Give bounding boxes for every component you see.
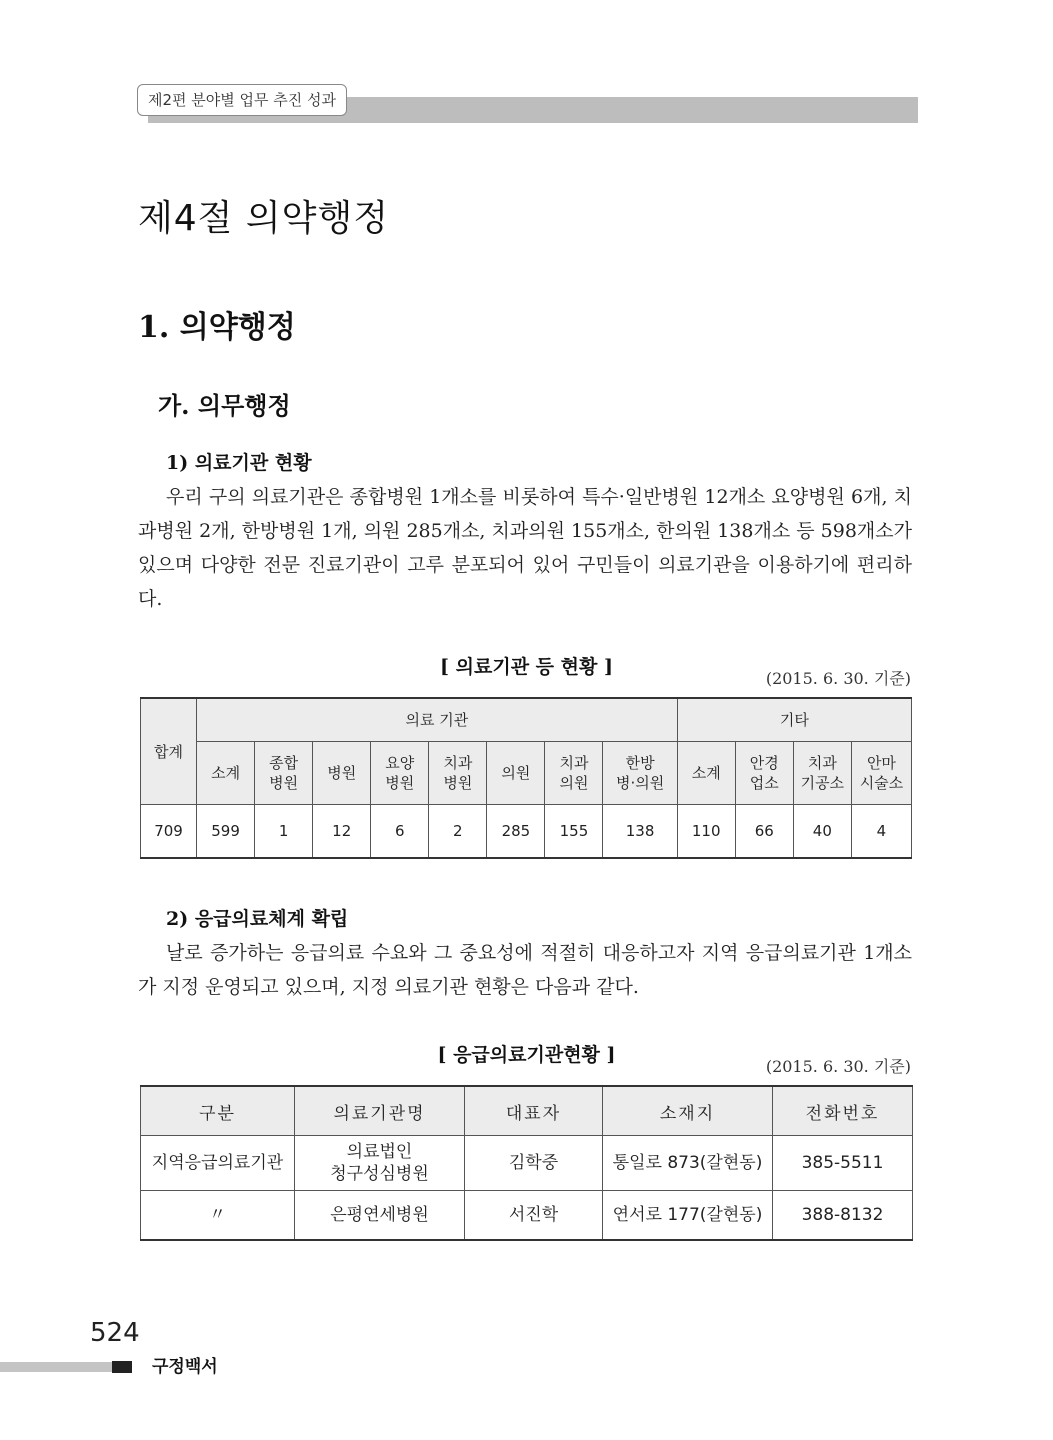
subheader-line: 요양 bbox=[385, 754, 415, 772]
value-cell: 138 bbox=[603, 805, 677, 859]
value-cell: 12 bbox=[313, 805, 371, 859]
emergency-facilities-table bbox=[140, 1085, 913, 1241]
table2-header-cell: 구분 bbox=[141, 1086, 295, 1136]
subheader-line: 소계 bbox=[691, 764, 721, 782]
phone-cell: 385-5511 bbox=[773, 1136, 913, 1191]
subheader-line: 종합 bbox=[269, 754, 299, 772]
subheader-cell bbox=[371, 742, 429, 805]
table-row bbox=[141, 1191, 913, 1241]
value-cell: 709 bbox=[141, 805, 197, 859]
facility-name-line: 청구성심병원 bbox=[330, 1164, 429, 1184]
table2-header-cell: 대표자 bbox=[465, 1086, 603, 1136]
subheader-cell bbox=[255, 742, 313, 805]
address-cell: 연서로 177(갈현동) bbox=[603, 1191, 773, 1241]
subheader-cell bbox=[313, 742, 371, 805]
header-tab: 제2편 분야별 업무 추진 성과 bbox=[137, 84, 347, 116]
subheader-cell bbox=[851, 742, 911, 805]
book-title: 구정백서 bbox=[152, 1357, 218, 1377]
item2-paragraph: 날로 증가하는 응급의료 수요와 그 중요성에 적절히 대응하고자 지역 응급의료기관 1개소가 지정 운영되고 있으며, 지정 의료기관 현황은 다음과 같다. bbox=[138, 942, 912, 998]
value-cell: 40 bbox=[793, 805, 851, 859]
subheader-line: 의원 bbox=[559, 774, 589, 792]
subheader-line: 업소 bbox=[749, 774, 779, 792]
subheader-line: 치과 bbox=[807, 754, 837, 772]
subheader-cell bbox=[197, 742, 255, 805]
subheader-line: 병원 bbox=[327, 764, 357, 782]
table2-header-cell: 전화번호 bbox=[773, 1086, 913, 1136]
subheader-line: 안경 bbox=[749, 754, 779, 772]
facility-name-line: 의료법인 bbox=[346, 1142, 413, 1162]
subheader-cell bbox=[603, 742, 677, 805]
header-other-group: 기타 bbox=[677, 698, 911, 742]
subheader-line: 시술소 bbox=[859, 774, 904, 792]
table1-caption: [ 의료기관 등 현황 ] bbox=[440, 656, 613, 678]
section-title: 1. 의약행정 bbox=[138, 310, 296, 345]
subheader-line: 치과 bbox=[443, 754, 473, 772]
table2-caption: [ 응급의료기관현황 ] bbox=[437, 1044, 616, 1066]
subheader-cell bbox=[487, 742, 545, 805]
header-total: 합계 bbox=[141, 698, 197, 805]
value-cell: 155 bbox=[545, 805, 603, 859]
item1-paragraph: 우리 구의 의료기관은 종합병원 1개소를 비롯하여 특수·일반병원 12개소 요양병원 6개, 치과병원 2개, 한방병원 1개, 의원 285개소, 치과의원 155개소, 한의원 138개소 등 598개소가 있으며 다양한 전문 진료기관이 고루 분포되어 있어 구민들이 의료기관을 이용하기에 편리하다. bbox=[138, 486, 912, 610]
subheader-line: 치과 bbox=[559, 754, 589, 772]
table2-header-cell: 의료기관명 bbox=[295, 1086, 465, 1136]
subheader-line: 기공소 bbox=[800, 774, 845, 792]
subheader-line: 안마 bbox=[866, 754, 896, 772]
facility-name-cell bbox=[295, 1191, 465, 1241]
value-cell: 599 bbox=[197, 805, 255, 859]
subheader-cell bbox=[429, 742, 487, 805]
representative-cell: 서진학 bbox=[465, 1191, 603, 1241]
subheader-line: 병원 bbox=[269, 774, 299, 792]
value-cell: 285 bbox=[487, 805, 545, 859]
subheader-line: 소계 bbox=[211, 764, 241, 782]
subheader-line: 병원 bbox=[385, 774, 415, 792]
facility-name-line: 은평연세병원 bbox=[330, 1205, 429, 1225]
subsection-title: 가. 의무행정 bbox=[158, 391, 291, 420]
address-cell: 통일로 873(갈현동) bbox=[603, 1136, 773, 1191]
table2-header-cell: 소재지 bbox=[603, 1086, 773, 1136]
page-number: 524 bbox=[90, 1318, 140, 1348]
chapter-title: 제4절 의약행정 bbox=[138, 198, 390, 239]
subheader-line: 병·의원 bbox=[615, 774, 665, 792]
subheader-cell bbox=[735, 742, 793, 805]
table-row bbox=[141, 1136, 913, 1191]
facility-name-cell bbox=[295, 1136, 465, 1191]
category-cell: 〃 bbox=[141, 1191, 295, 1241]
header-medical-group: 의료 기관 bbox=[197, 698, 678, 742]
value-cell: 110 bbox=[677, 805, 735, 859]
subheader-cell bbox=[545, 742, 603, 805]
value-cell: 6 bbox=[371, 805, 429, 859]
value-cell: 1 bbox=[255, 805, 313, 859]
subheader-line: 한방 bbox=[625, 754, 655, 772]
category-cell: 지역응급의료기관 bbox=[141, 1136, 295, 1191]
subheader-cell bbox=[793, 742, 851, 805]
representative-cell: 김학중 bbox=[465, 1136, 603, 1191]
subheader-line: 의원 bbox=[501, 764, 531, 782]
table2-standard-date: (2015. 6. 30. 기준) bbox=[765, 1057, 911, 1076]
value-cell: 2 bbox=[429, 805, 487, 859]
footer-rule bbox=[0, 1362, 112, 1372]
phone-cell: 388-8132 bbox=[773, 1191, 913, 1241]
value-cell: 66 bbox=[735, 805, 793, 859]
item2-title: 2) 응급의료체계 확립 bbox=[166, 908, 349, 930]
medical-facilities-table bbox=[140, 697, 912, 859]
subheader-cell bbox=[677, 742, 735, 805]
value-cell: 4 bbox=[851, 805, 911, 859]
item1-title: 1) 의료기관 현황 bbox=[166, 452, 312, 474]
footer-square bbox=[112, 1361, 132, 1373]
table1-standard-date: (2015. 6. 30. 기준) bbox=[765, 669, 911, 688]
subheader-line: 병원 bbox=[443, 774, 473, 792]
